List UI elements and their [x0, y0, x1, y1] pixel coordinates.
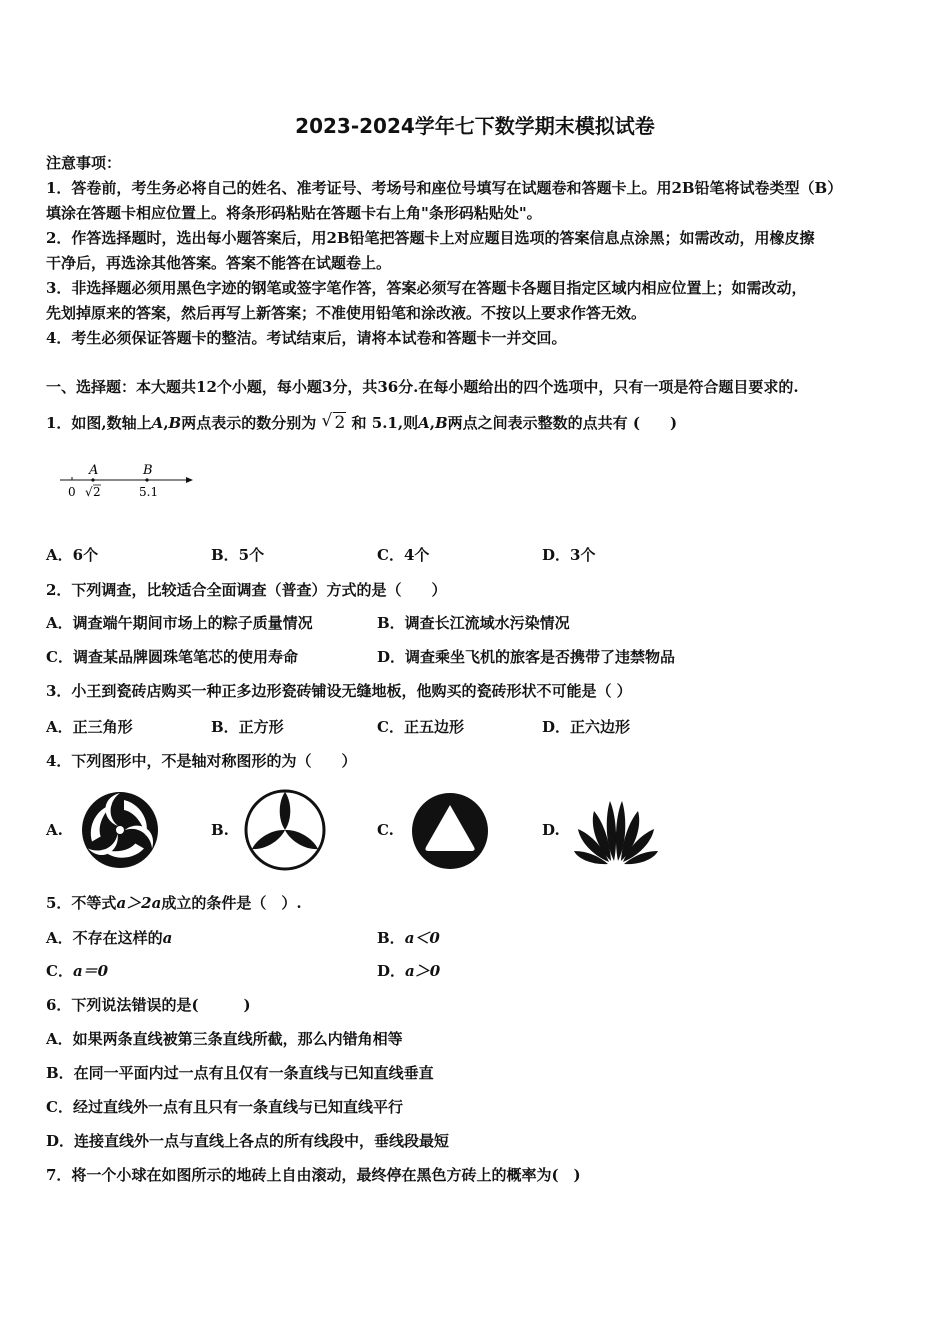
q6-stem: 6．下列说法错误的是( ): [46, 996, 251, 1014]
q6-option-b: B．在同一平面内过一点有且仅有一条直线与已知直线垂直: [46, 1064, 434, 1082]
q5-option-a: A．不存在这样的a: [46, 929, 173, 947]
sqrt-two: √ 2: [321, 411, 346, 433]
tick-zero: 0: [68, 485, 76, 499]
q7-stem: 7．将一个小球在如图所示的地砖上自由滚动，最终停在黑色方砖上的概率为( ): [46, 1166, 581, 1184]
q2-option-d: D．调查乘坐飞机的旅客是否携带了违禁物品: [377, 648, 676, 666]
point-b-label: B: [143, 463, 153, 478]
q4-stem: 4．下列图形中，不是轴对称图形的为（ ）: [46, 752, 357, 770]
notice-line: 4．考生必须保证答题卡的整洁。考试结束后，请将本试卷和答题卡一并交回。: [46, 329, 567, 347]
swirl-figure-a: [80, 790, 160, 870]
notice-line: 2．作答选择题时，选出每小题答案后，用2B铅笔把答题卡上对应题目选项的答案信息点涂黑；如需改动，用橡皮擦: [46, 229, 815, 247]
q1-option-d: D．3个: [542, 546, 596, 564]
q6-option-d: D．连接直线外一点与直线上各点的所有线段中，垂线段最短: [46, 1132, 450, 1150]
q3-option-c: C．正五边形: [377, 718, 464, 736]
petal-logo-figure-d: [570, 795, 662, 867]
trefoil-figure-b: [243, 788, 327, 872]
q5-option-b: B．a＜0: [377, 929, 440, 947]
q5-option-d: D．a＞0: [377, 962, 441, 980]
q3-option-d: D．正六边形: [542, 718, 631, 736]
tick-sqrt2: 2: [93, 485, 101, 499]
triangle-circle-figure-c: [410, 791, 490, 871]
q6-option-c: C．经过直线外一点有且只有一条直线与已知直线平行: [46, 1098, 403, 1116]
q1-option-b: B．5个: [211, 546, 265, 564]
q6-option-a: A．如果两条直线被第三条直线所截，那么内错角相等: [46, 1030, 403, 1048]
notice-line: 1．答卷前，考生务必将自己的姓名、准考证号、考场号和座位号填写在试题卷和答题卡上。用2B铅笔将试卷类型（B）: [46, 179, 843, 197]
tick-5-1: 5.1: [139, 485, 159, 499]
q4-label-c: C.: [377, 821, 394, 839]
notice-heading: 注意事项：: [46, 154, 122, 172]
q4-label-a: A.: [46, 821, 63, 839]
point-a-label: A: [89, 463, 99, 478]
page-title: 2023-2024学年七下数学期末模拟试卷: [295, 114, 655, 138]
q1-option-a: A．6个: [46, 546, 99, 564]
q2-option-b: B．调查长江流域水污染情况: [377, 614, 570, 632]
q2-option-c: C．调查某品牌圆珠笔笔芯的使用寿命: [46, 648, 298, 666]
q1-option-c: C．4个: [377, 546, 430, 564]
notice-line: 填涂在答题卡相应位置上。将条形码粘贴在答题卡右上角"条形码粘贴处"。: [46, 204, 542, 222]
q5-option-c: C．a＝0: [46, 962, 109, 980]
q4-label-b: B.: [211, 821, 229, 839]
q2-option-a: A．调查端午期间市场上的粽子质量情况: [46, 614, 313, 632]
q3-stem: 3．小王到瓷砖店购买一种正多边形瓷砖铺设无缝地板，他购买的瓷砖形状不可能是（ ）: [46, 682, 632, 700]
notice-line: 干净后，再选涂其他答案。答案不能答在试题卷上。: [46, 254, 392, 272]
number-line-figure: [58, 458, 198, 504]
q2-stem: 2．下列调查，比较适合全面调查（普查）方式的是（ ）: [46, 581, 447, 599]
section-heading: 一、选择题：本大题共12个小题，每小题3分，共36分.在每小题给出的四个选项中，只有一项是符合题目要求的.: [46, 378, 799, 396]
svg-text:√: √: [85, 485, 93, 499]
notice-line: 3．非选择题必须用黑色字迹的钢笔或签字笔作答，答案必须写在答题卡各题目指定区域内相应位置上；如需改动，: [46, 279, 807, 297]
notice-line: 先划掉原来的答案，然后再写上新答案；不准使用铅笔和涂改液。不按以上要求作答无效。: [46, 304, 647, 322]
q4-label-d: D.: [542, 821, 560, 839]
q3-option-a: A．正三角形: [46, 718, 133, 736]
q3-option-b: B．正方形: [211, 718, 284, 736]
q1-stem: 1．如图,数轴上A,B两点表示的数分别为 √ 2 和 5.1,则A,B两点之间表示整数的点共有 ( ): [46, 411, 678, 433]
q5-stem: 5．不等式a＞2a成立的条件是（ ）.: [46, 894, 302, 912]
